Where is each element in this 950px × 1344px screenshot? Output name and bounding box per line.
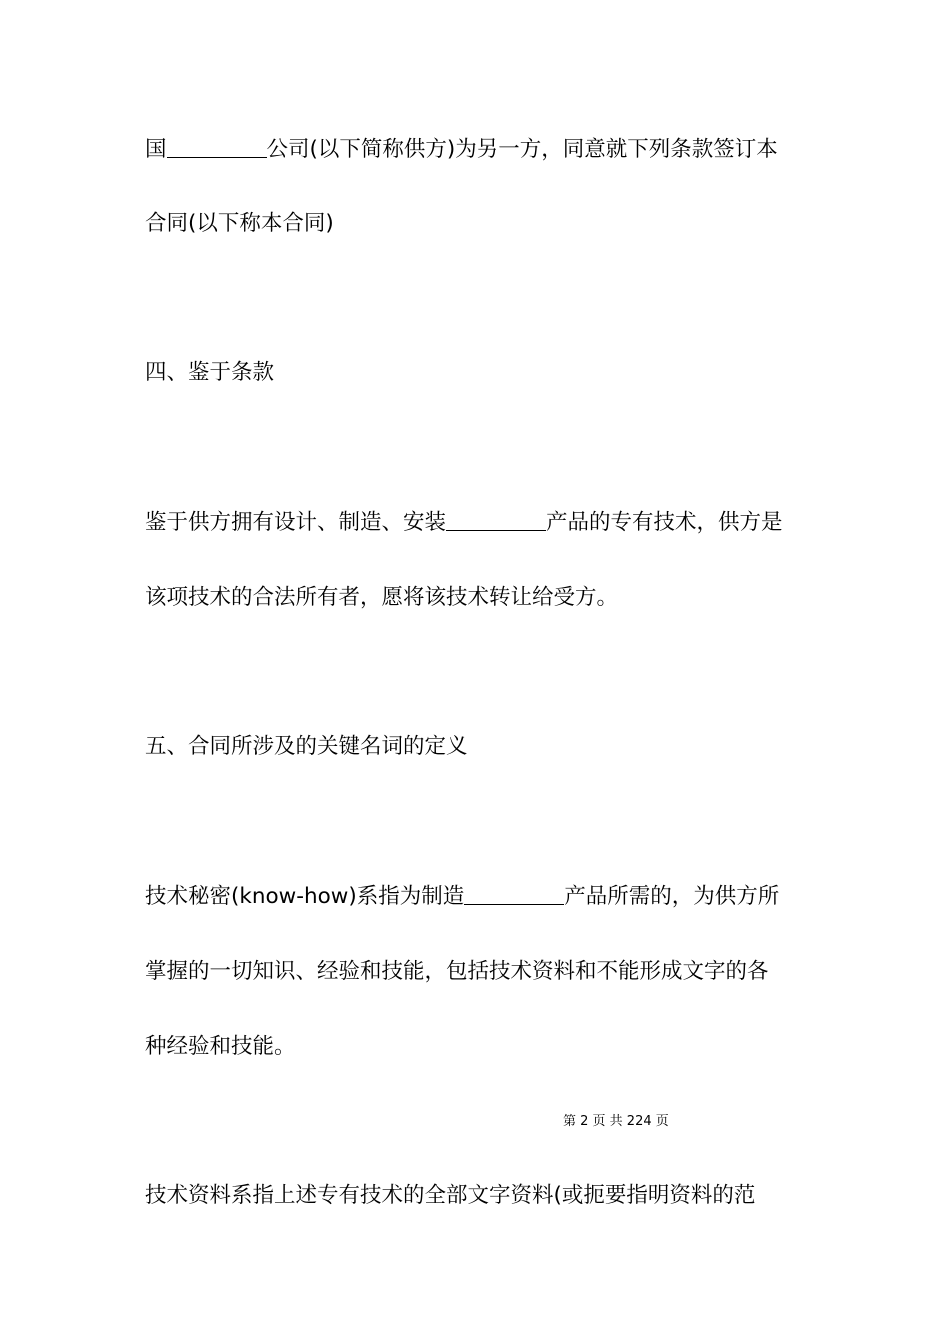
intro-line-1-start: 国	[145, 137, 167, 162]
blank-product-name	[446, 510, 546, 531]
section-4-heading: 四、鉴于条款	[145, 360, 275, 385]
intro-line-2: 合同(以下称本合同)	[145, 211, 334, 236]
section-5-def1-line-1-end: 产品所需的，为供方所	[564, 884, 780, 909]
section-4-line-1-start: 鉴于供方拥有设计、制造、安装	[145, 510, 447, 535]
section-5-def1-line-1	[145, 883, 779, 911]
intro-line-1-end: 公司(以下简称供方)为另一方，同意就下列条款签订本	[266, 137, 778, 162]
section-4-line-2: 该项技术的合法所有者，愿将该技术转让给受方。	[145, 585, 619, 610]
intro-line-1	[145, 136, 778, 164]
blank-supplier-country	[167, 137, 267, 158]
section-5-def1-line-3: 种经验和技能。	[145, 1034, 296, 1059]
section-5-def1-line-2: 掌握的一切知识、经验和技能，包括技术资料和不能形成文字的各	[145, 959, 769, 984]
blank-product-name-2	[464, 884, 564, 905]
section-4-line-1	[145, 509, 783, 537]
section-4-line-1-end: 产品的专有技术，供方是	[546, 510, 783, 535]
section-5-heading: 五、合同所涉及的关键名词的定义	[145, 734, 468, 759]
section-5-def1-line-1-start: 技术秘密(know-how)系指为制造	[145, 884, 465, 909]
section-5-def2-line-1: 技术资料系指上述专有技术的全部文字资料(或扼要指明资料的范	[145, 1183, 756, 1208]
page-number: 第 2 页 共 224 页	[563, 1114, 669, 1129]
